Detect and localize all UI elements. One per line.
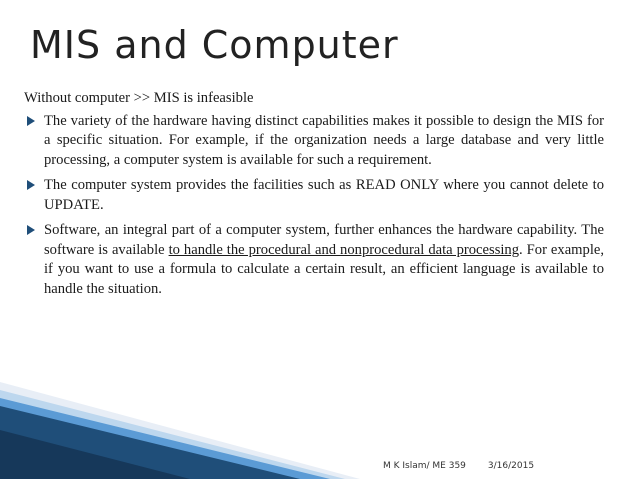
arrow-right-icon [27,225,35,235]
bullet-list [24,112,604,300]
bullet-text: The variety of the hardware having distinct capabilities makes it possible to design the MIS for a specific situation. For example, if the organization needs a large database and very little processing, a computer system is available for such a requirement. [44,112,604,168]
arrow-right-icon [27,116,35,126]
slide-body [24,89,604,305]
footer-author: M K Islam/ ME 359 [383,461,466,471]
bullet-text-end: . For example, if you want to use a formula to calculate a certain result, an efficient language is available to handle the situation. [44,241,604,297]
bullet-item [24,176,604,215]
intro-text: Without computer >> MIS is infeasible [24,90,254,106]
slide-title: MIS and Computer [30,23,399,67]
arrow-right-icon [27,180,35,190]
bullet-text: The computer system provides the facilities such as READ ONLY where you cannot delete to UPDATE. [44,177,604,213]
underlined-phrase: to handle the procedural and nonprocedural data processing [168,241,520,258]
footer-date: 3/16/2015 [487,461,535,471]
slide-footer [383,461,534,471]
decorative-swoosh [0,360,638,479]
bullet-item [24,112,604,171]
bullet-text-start: Software, an integral part of a computer system, further enhances the hardware capability. The software is available [44,222,604,258]
bullet-item [24,221,604,299]
